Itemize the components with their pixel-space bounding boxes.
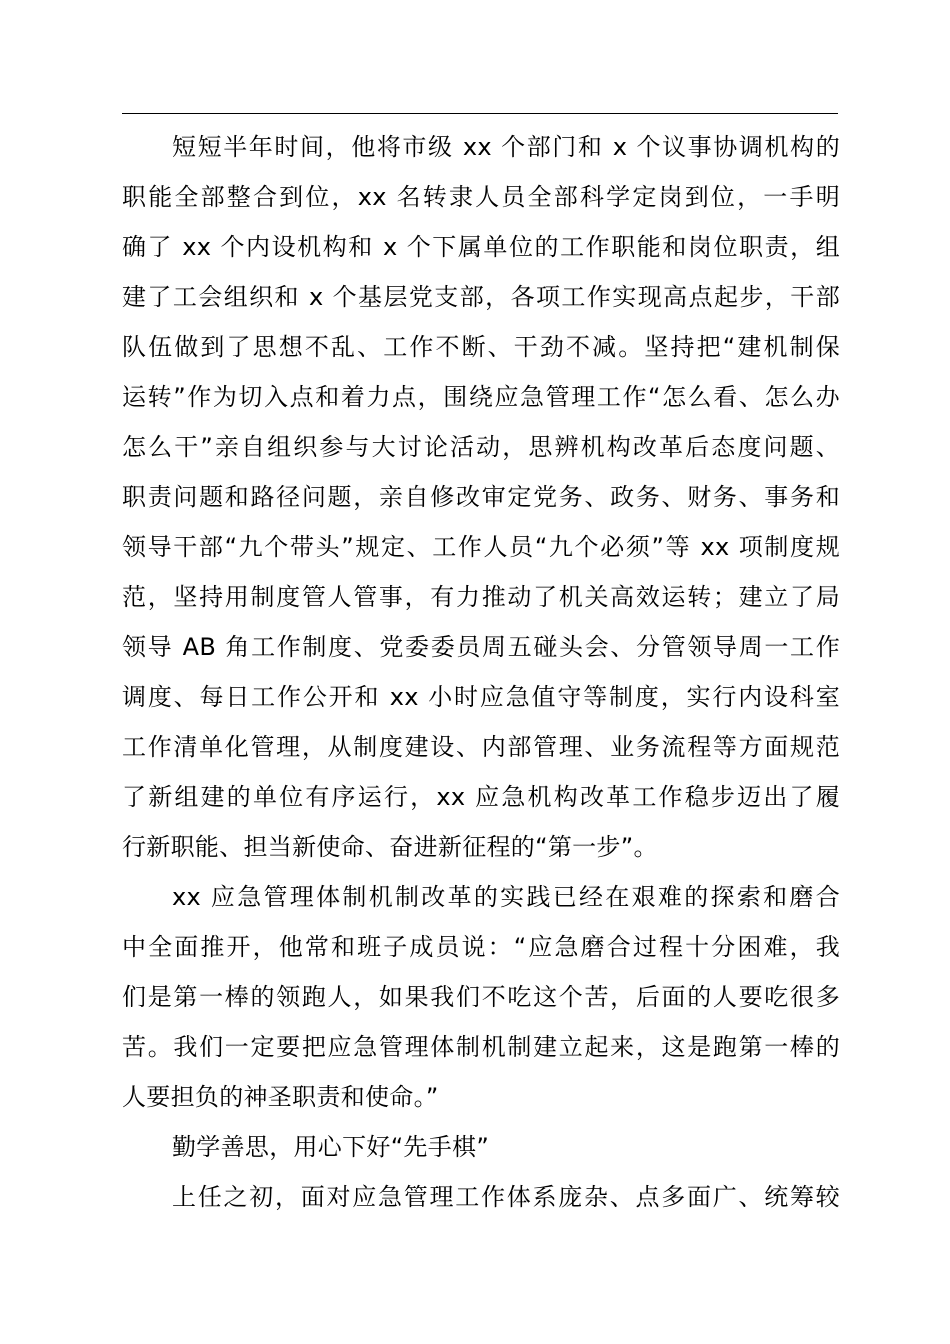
paragraph-2-line-4: 苦。我们一定要把应急管理体制机制建立起来，这是跑第一棒的 — [122, 1033, 840, 1061]
paragraph-1-line-12: 调度、每日工作公开和 xx 小时应急值守等制度，实行内设科室 — [122, 683, 840, 711]
paragraph-1-line-4: 建了工会组织和 x 个基层党支部，各项工作实现高点起步，干部 — [122, 283, 840, 311]
paragraph-2-line-5: 人要担负的神圣职责和使命。” — [122, 1083, 439, 1111]
paragraph-1-line-15: 行新职能、担当新使命、奋进新征程的“第一步”。 — [122, 833, 658, 861]
paragraph-1-line-2: 职能全部整合到位，xx 名转隶人员全部科学定岗到位，一手明 — [122, 183, 840, 211]
paragraph-1-line-14: 了新组建的单位有序运行，xx 应急机构改革工作稳步迈出了履 — [122, 783, 840, 811]
body-text — [122, 122, 840, 1222]
paragraph-1-line-13: 工作清单化管理，从制度建设、内部管理、业务流程等方面规范 — [122, 733, 840, 761]
paragraph-1-line-1: 短短半年时间，他将市级 xx 个部门和 x 个议事协调机构的 — [172, 133, 840, 161]
paragraph-1-line-3: 确了 xx 个内设机构和 x 个下属单位的工作职能和岗位职责，组 — [122, 233, 840, 261]
paragraph-1-line-7: 怎么干”亲自组织参与大讨论活动，思辨机构改革后态度问题、 — [122, 433, 840, 461]
paragraph-1-line-8: 职责问题和路径问题，亲自修改审定党务、政务、财务、事务和 — [122, 483, 840, 511]
paragraph-1-line-10: 范，坚持用制度管人管事，有力推动了机关高效运转；建立了局 — [122, 583, 840, 611]
paragraph-3-line-1: 上任之初，面对应急管理工作体系庞杂、点多面广、统筹较 — [172, 1183, 840, 1211]
paragraph-1-line-11: 领导 AB 角工作制度、党委委员周五碰头会、分管领导周一工作 — [122, 633, 840, 661]
paragraph-1-line-6: 运转”作为切入点和着力点，围绕应急管理工作“怎么看、怎么办 — [122, 383, 840, 411]
paragraph-1-line-9: 领导干部“九个带头”规定、工作人员“九个必须”等 xx 项制度规 — [122, 533, 840, 561]
section-heading: 勤学善思，用心下好“先手棋” — [172, 1133, 490, 1161]
paragraph-2-line-3: 们是第一棒的领跑人，如果我们不吃这个苦，后面的人要吃很多 — [122, 983, 840, 1011]
paragraph-2-line-2: 中全面推开，他常和班子成员说：“应急磨合过程十分困难，我 — [122, 933, 840, 961]
header-rule — [122, 113, 838, 114]
paragraph-2-line-1: xx 应急管理体制机制改革的实践已经在艰难的探索和磨合 — [172, 883, 840, 911]
paragraph-1-line-5: 队伍做到了思想不乱、工作不断、干劲不减。坚持把“建机制保 — [122, 333, 840, 361]
